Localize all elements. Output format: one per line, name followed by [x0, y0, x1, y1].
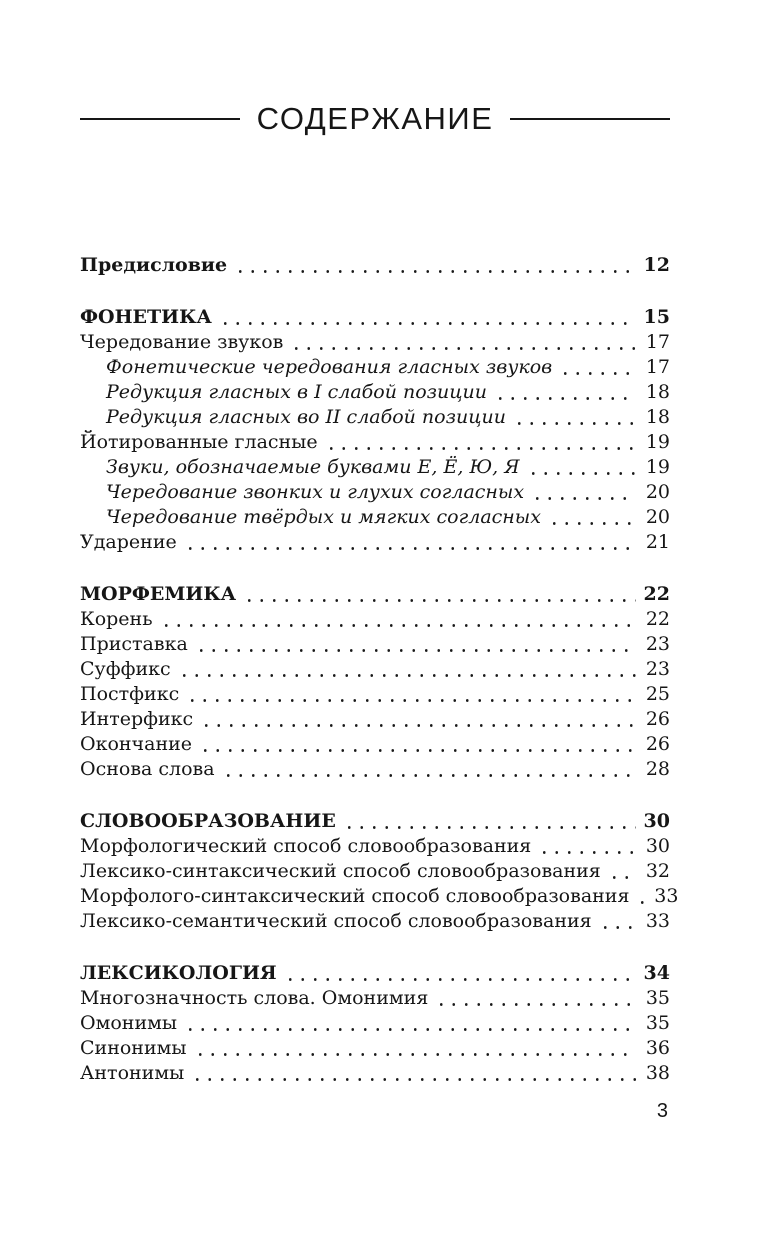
toc-entry — [80, 330, 670, 355]
toc-entry-label: МОРФЕМИКА — [80, 583, 237, 605]
dot-leader — [435, 986, 636, 1011]
toc-entry-label: Чередование звуков — [80, 331, 284, 353]
toc-entry-label: Звуки, обозначаемые буквами Е, Ё, Ю, Я — [106, 456, 520, 478]
toc-entry-page: 19 — [645, 431, 670, 453]
toc-entry-page: 18 — [645, 381, 670, 403]
toc-section-preface — [80, 253, 670, 278]
dot-leader — [195, 632, 636, 657]
toc-entry-label: Лексико-семантический способ словообразования — [80, 910, 592, 932]
toc-entry-label: Морфологический способ словообразования — [80, 835, 532, 857]
toc-entry-page: 12 — [643, 254, 670, 276]
dot-leader — [191, 1061, 636, 1086]
dot-leader — [243, 582, 636, 607]
toc-entry-page: 22 — [645, 608, 670, 630]
toc-entry-label: ФОНЕТИКА — [80, 306, 212, 328]
toc-entry-page: 30 — [643, 810, 670, 832]
toc-entry-label: Интерфикс — [80, 708, 194, 730]
toc-section-word-formation — [80, 809, 679, 934]
toc-entry-label: Основа слова — [80, 758, 215, 780]
toc-entry — [80, 859, 670, 884]
dot-leader — [548, 505, 636, 530]
toc-entry-page: 38 — [645, 1062, 670, 1084]
toc-entry — [80, 530, 670, 555]
toc-entry-label: Синонимы — [80, 1037, 187, 1059]
toc-entry — [80, 657, 670, 682]
dot-leader — [284, 961, 636, 986]
toc-entry-page: 36 — [645, 1037, 670, 1059]
dot-leader — [343, 809, 636, 834]
dot-leader — [234, 253, 636, 278]
toc-entry-page: 15 — [643, 306, 670, 328]
toc-entry-label: Приставка — [80, 633, 188, 655]
toc-entry-page: 23 — [645, 633, 670, 655]
dot-leader — [184, 1011, 636, 1036]
toc-entry — [80, 505, 670, 530]
toc-entry-page: 20 — [645, 481, 670, 503]
toc-entry — [80, 380, 670, 405]
toc-entry-label: Многозначность слова. Омонимия — [80, 987, 429, 1009]
dot-leader — [178, 657, 636, 682]
toc-entry-page: 17 — [645, 356, 670, 378]
dot-leader — [200, 707, 636, 732]
toc-entry-page: 20 — [645, 506, 670, 528]
toc-entry-label: СЛОВООБРАЗОВАНИЕ — [80, 810, 336, 832]
table-of-contents — [80, 253, 679, 1086]
toc-entry — [80, 455, 670, 480]
toc-entry — [80, 632, 670, 657]
toc-entry — [80, 1011, 670, 1036]
toc-entry-page: 21 — [645, 531, 670, 553]
toc-entry — [80, 909, 670, 934]
toc-entry-page: 18 — [645, 406, 670, 428]
toc-entry — [80, 961, 670, 986]
title-rule-right — [510, 118, 670, 120]
toc-entry — [80, 582, 670, 607]
toc-entry-label: Морфолого-синтаксический способ словообразования — [80, 885, 630, 907]
toc-entry — [80, 834, 670, 859]
dot-leader — [219, 305, 636, 330]
dot-leader — [160, 607, 636, 632]
toc-section-morphemics — [80, 582, 670, 782]
toc-entry-label: Суффикс — [80, 658, 171, 680]
toc-entry-label: Фонетические чередования гласных звуков — [106, 356, 553, 378]
toc-entry-page: 33 — [645, 910, 670, 932]
title-rule-left — [80, 118, 240, 120]
toc-entry-page: 23 — [645, 658, 670, 680]
dot-leader — [599, 909, 636, 934]
toc-entry — [80, 1061, 670, 1086]
dot-leader — [290, 330, 636, 355]
toc-entry — [80, 986, 670, 1011]
toc-entry-label: Ударение — [80, 531, 177, 553]
dot-leader — [538, 834, 636, 859]
toc-entry-label: Омонимы — [80, 1012, 178, 1034]
toc-entry-label: Антонимы — [80, 1062, 185, 1084]
toc-entry — [80, 607, 670, 632]
toc-entry — [80, 305, 670, 330]
toc-entry-label: Предисловие — [80, 254, 228, 276]
dot-leader — [199, 732, 636, 757]
toc-entry-label: Лексико-синтаксический способ словообразования — [80, 860, 601, 882]
toc-entry-page: 32 — [645, 860, 670, 882]
toc-entry — [80, 732, 670, 757]
toc-entry — [80, 480, 670, 505]
toc-section-phonetics — [80, 305, 670, 555]
dot-leader — [608, 859, 636, 884]
toc-entry-label: ЛЕКСИКОЛОГИЯ — [80, 962, 277, 984]
dot-leader — [325, 430, 636, 455]
toc-entry-page: 26 — [645, 733, 670, 755]
dot-leader — [531, 480, 636, 505]
toc-entry-label: Редукция гласных во II слабой позиции — [106, 406, 506, 428]
page-title: СОДЕРЖАНИЕ — [256, 101, 494, 136]
toc-entry — [80, 1036, 670, 1061]
dot-leader — [559, 355, 636, 380]
toc-entry — [80, 757, 670, 782]
toc-entry-page: 30 — [645, 835, 670, 857]
dot-leader — [184, 530, 636, 555]
dot-leader — [494, 380, 636, 405]
toc-entry — [80, 884, 679, 909]
toc-entry-page: 19 — [645, 456, 670, 478]
toc-entry-page: 17 — [645, 331, 670, 353]
toc-entry-label: Редукция гласных в I слабой позиции — [106, 381, 487, 403]
toc-entry-page: 25 — [645, 683, 670, 705]
toc-entry-label: Йотированные гласные — [80, 431, 318, 453]
toc-entry — [80, 707, 670, 732]
dot-leader — [194, 1036, 636, 1061]
toc-entry — [80, 430, 670, 455]
toc-entry-page: 28 — [645, 758, 670, 780]
toc-entry — [80, 253, 670, 278]
dot-leader — [513, 405, 636, 430]
toc-entry — [80, 809, 670, 834]
toc-section-lexicology — [80, 961, 670, 1086]
dot-leader — [527, 455, 636, 480]
toc-entry-page: 35 — [645, 1012, 670, 1034]
dot-leader — [636, 884, 644, 909]
toc-entry-label: Чередование твёрдых и мягких согласных — [106, 506, 541, 528]
toc-header — [80, 0, 670, 137]
toc-entry-label: Окончание — [80, 733, 193, 755]
toc-entry-label: Корень — [80, 608, 153, 630]
toc-entry — [80, 405, 670, 430]
dot-leader — [186, 682, 636, 707]
toc-entry-page: 26 — [645, 708, 670, 730]
toc-entry-page: 34 — [643, 962, 670, 984]
toc-entry-label: Постфикс — [80, 683, 180, 705]
toc-entry — [80, 682, 670, 707]
dot-leader — [222, 757, 636, 782]
toc-entry-page: 33 — [654, 885, 679, 907]
toc-entry — [80, 355, 670, 380]
toc-entry-page: 22 — [643, 583, 670, 605]
toc-entry-page: 35 — [645, 987, 670, 1009]
footer-page-number: 3 — [656, 1100, 668, 1122]
toc-entry-label: Чередование звонких и глухих согласных — [106, 481, 525, 503]
